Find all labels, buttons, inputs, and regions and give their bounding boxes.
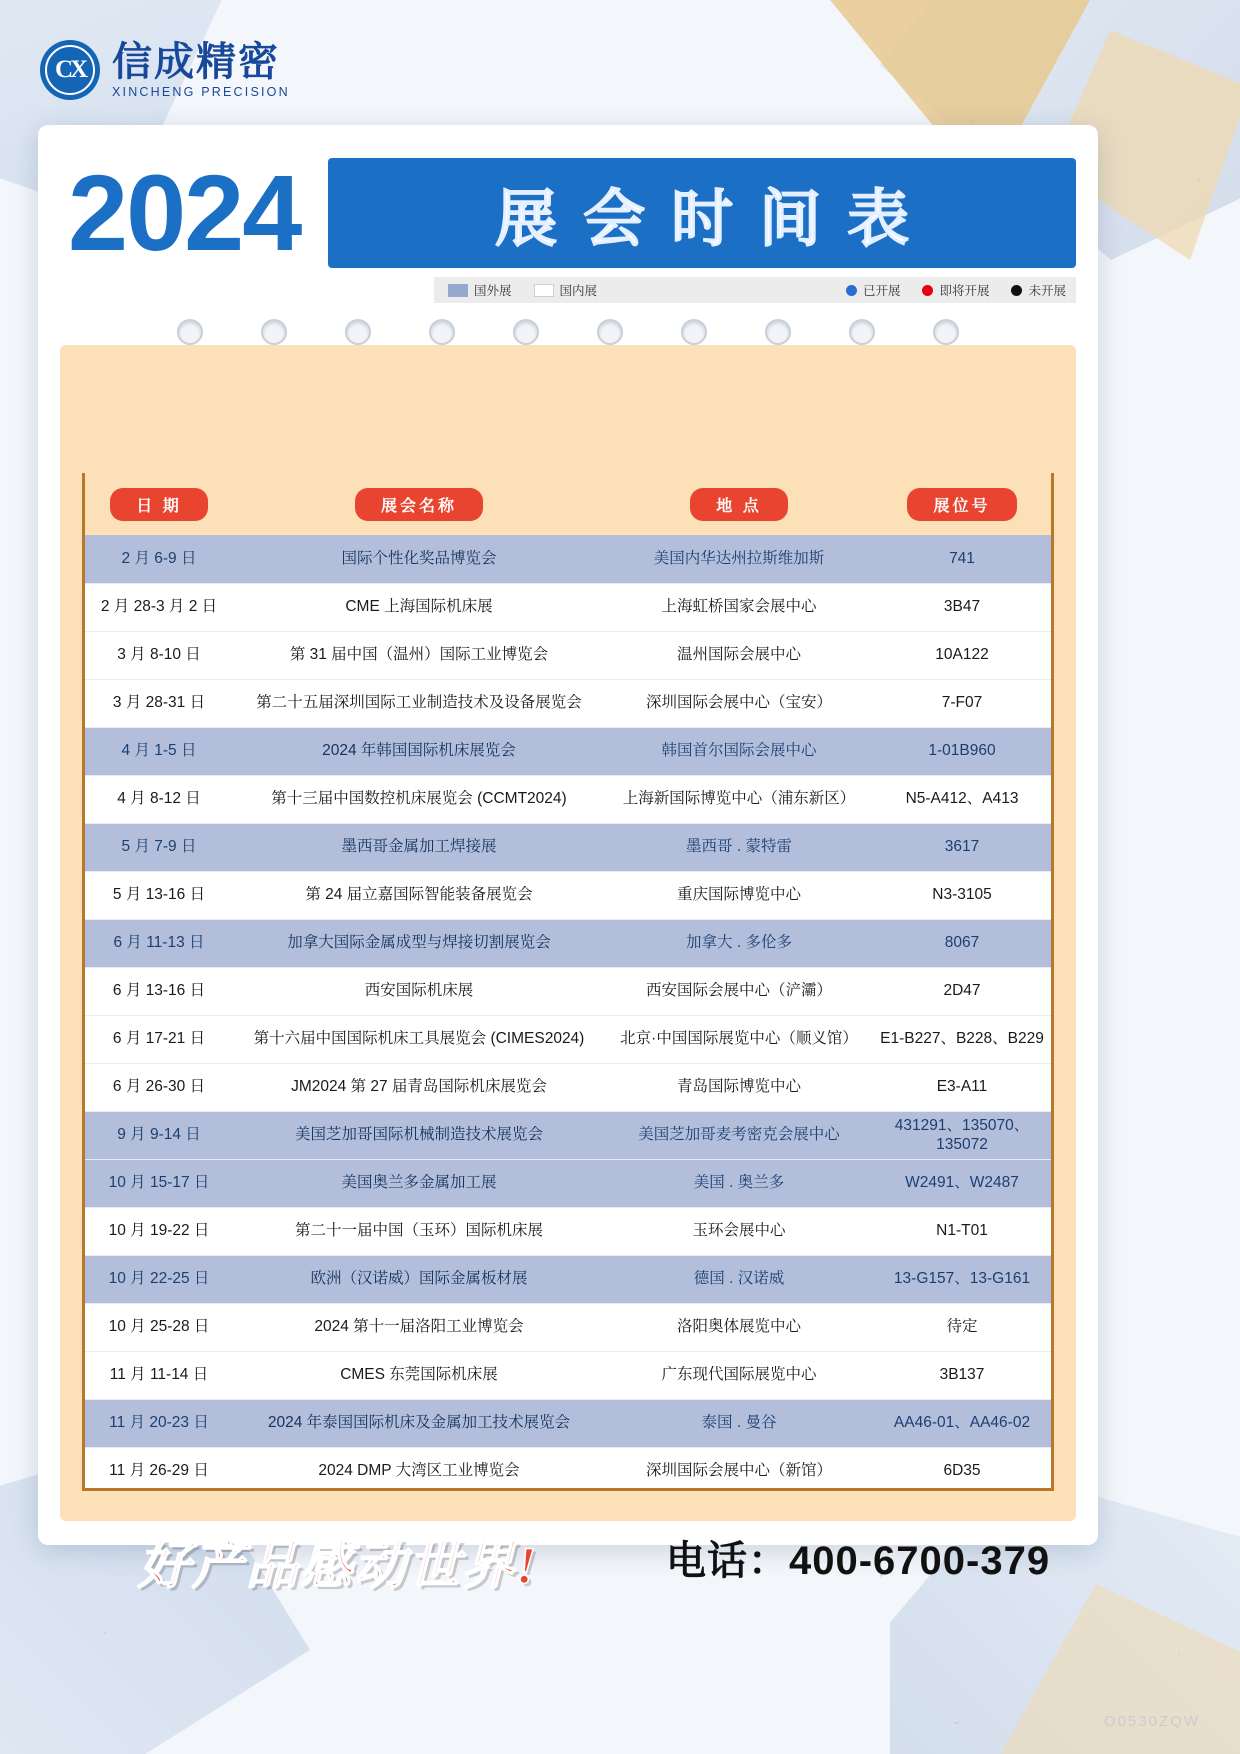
cell-place: 韩国首尔国际会展中心 xyxy=(605,727,873,775)
cell-date: 10 月 15-17 日 xyxy=(85,1159,233,1207)
binder-hole xyxy=(933,319,959,345)
cell-name: CMES 东莞国际机床展 xyxy=(233,1351,605,1399)
legend-bar xyxy=(434,277,1076,303)
table-row xyxy=(85,535,1051,583)
cell-date: 11 月 20-23 日 xyxy=(85,1399,233,1447)
cell-name: 第二十五届深圳国际工业制造技术及设备展览会 xyxy=(233,679,605,727)
binder-hole xyxy=(597,319,623,345)
column-header-name xyxy=(233,473,605,535)
table-row xyxy=(85,631,1051,679)
table-row xyxy=(85,1015,1051,1063)
contact-phone: 电话：400-6700-379 xyxy=(666,1539,1051,1583)
binder-hole xyxy=(765,319,791,345)
cell-date: 3 月 28-31 日 xyxy=(85,679,233,727)
cell-place: 北京·中国国际展览中心（顺义馆） xyxy=(605,1015,873,1063)
table-header-row xyxy=(85,473,1051,535)
cell-place: 深圳国际会展中心（新馆） xyxy=(605,1447,873,1491)
cell-booth: N3-3105 xyxy=(873,871,1051,919)
cell-place: 重庆国际博览中心 xyxy=(605,871,873,919)
binder-hole xyxy=(261,319,287,345)
cell-date: 4 月 8-12 日 xyxy=(85,775,233,823)
cell-booth: AA46-01、AA46-02 xyxy=(873,1399,1051,1447)
cell-booth: 3B47 xyxy=(873,583,1051,631)
cell-name: 墨西哥金属加工焊接展 xyxy=(233,823,605,871)
cell-booth: 3B137 xyxy=(873,1351,1051,1399)
cell-booth: 431291、135070、135072 xyxy=(873,1111,1051,1159)
title-banner xyxy=(328,158,1076,268)
table-row xyxy=(85,1351,1051,1399)
cell-name: 国际个性化奖品博览会 xyxy=(233,535,605,583)
column-header-booth-pill: 展位号 xyxy=(907,488,1016,521)
table-row xyxy=(85,1399,1051,1447)
column-header-place-pill: 地 点 xyxy=(690,488,787,521)
cell-name: 美国奥兰多金属加工展 xyxy=(233,1159,605,1207)
cell-place: 深圳国际会展中心（宝安） xyxy=(605,679,873,727)
table-row xyxy=(85,1207,1051,1255)
cell-booth: 7-F07 xyxy=(873,679,1051,727)
table-row xyxy=(85,823,1051,871)
cell-booth: N5-A412、A413 xyxy=(873,775,1051,823)
legend-item-upcoming xyxy=(922,281,989,299)
cell-date: 6 月 17-21 日 xyxy=(85,1015,233,1063)
table-row xyxy=(85,1447,1051,1491)
cell-place: 上海虹桥国家会展中心 xyxy=(605,583,873,631)
legend-swatch-abroad-icon xyxy=(448,284,468,297)
cell-name: 第 31 届中国（温州）国际工业博览会 xyxy=(233,631,605,679)
legend-dot-notopened-icon xyxy=(1011,285,1022,296)
cell-booth: N1-T01 xyxy=(873,1207,1051,1255)
table-header xyxy=(85,473,1051,535)
cell-name: 第 24 届立嘉国际智能装备展览会 xyxy=(233,871,605,919)
cell-name: CME 上海国际机床展 xyxy=(233,583,605,631)
cell-place: 玉环会展中心 xyxy=(605,1207,873,1255)
cell-name: 2024 年韩国国际机床展览会 xyxy=(233,727,605,775)
cell-place: 墨西哥 . 蒙特雷 xyxy=(605,823,873,871)
binder-hole xyxy=(849,319,875,345)
cell-name: 西安国际机床展 xyxy=(233,967,605,1015)
cell-date: 6 月 13-16 日 xyxy=(85,967,233,1015)
legend-item-opened xyxy=(846,281,901,299)
cell-date: 2 月 6-9 日 xyxy=(85,535,233,583)
cell-place: 加拿大 . 多伦多 xyxy=(605,919,873,967)
watermark-text: O0530ZQW xyxy=(1103,1713,1200,1730)
cell-name: 第十三届中国数控机床展览会 (CCMT2024) xyxy=(233,775,605,823)
legend-item-abroad xyxy=(448,281,512,299)
cell-place: 德国 . 汉诺威 xyxy=(605,1255,873,1303)
cell-place: 广东现代国际展览中心 xyxy=(605,1351,873,1399)
legend-dot-opened-icon xyxy=(846,285,857,296)
cell-place: 上海新国际博览中心（浦东新区） xyxy=(605,775,873,823)
table-row xyxy=(85,1303,1051,1351)
schedule-table-wrapper xyxy=(82,473,1054,1491)
binder-hole xyxy=(681,319,707,345)
logo-mark-text: CX xyxy=(54,56,86,83)
cell-name: 2024 DMP 大湾区工业博览会 xyxy=(233,1447,605,1491)
cell-name: 2024 年泰国国际机床及金属加工技术展览会 xyxy=(233,1399,605,1447)
cell-date: 4 月 1-5 日 xyxy=(85,727,233,775)
column-header-name-pill: 展会名称 xyxy=(355,488,483,521)
cell-date: 11 月 11-14 日 xyxy=(85,1351,233,1399)
cell-booth: 8067 xyxy=(873,919,1051,967)
cell-booth: 1-01B960 xyxy=(873,727,1051,775)
table-row xyxy=(85,727,1051,775)
poster-card xyxy=(38,125,1098,1595)
cell-booth: 3617 xyxy=(873,823,1051,871)
table-row xyxy=(85,1111,1051,1159)
column-header-place xyxy=(605,473,873,535)
cell-place: 西安国际会展中心（浐灞） xyxy=(605,967,873,1015)
cell-date: 5 月 13-16 日 xyxy=(85,871,233,919)
cell-booth: 待定 xyxy=(873,1303,1051,1351)
slogan-text: 好产品感动世界! xyxy=(138,1538,539,1595)
legend-item-domestic xyxy=(534,281,598,299)
brand-text-block xyxy=(112,41,290,99)
cell-place: 美国内华达州拉斯维加斯 xyxy=(605,535,873,583)
table-row xyxy=(85,1255,1051,1303)
cell-name: 第二十一届中国（玉环）国际机床展 xyxy=(233,1207,605,1255)
legend-status-group xyxy=(846,281,1076,299)
cell-name: 美国芝加哥国际机械制造技术展览会 xyxy=(233,1111,605,1159)
column-header-date-pill: 日 期 xyxy=(110,488,207,521)
cell-date: 6 月 26-30 日 xyxy=(85,1063,233,1111)
cell-date: 5 月 7-9 日 xyxy=(85,823,233,871)
cell-booth: E1-B227、B228、B229 xyxy=(873,1015,1051,1063)
table-row xyxy=(85,775,1051,823)
table-row xyxy=(85,967,1051,1015)
cell-name: 2024 第十一届洛阳工业博览会 xyxy=(233,1303,605,1351)
cell-date: 3 月 8-10 日 xyxy=(85,631,233,679)
legend-label-abroad: 国外展 xyxy=(474,284,512,298)
cell-name: 欧洲（汉诺威）国际金属板材展 xyxy=(233,1255,605,1303)
table-row xyxy=(85,919,1051,967)
legend-label-domestic: 国内展 xyxy=(559,284,598,298)
logo-mark-icon xyxy=(40,40,100,100)
cell-booth: 741 xyxy=(873,535,1051,583)
brand-logo xyxy=(40,40,290,100)
cell-date: 11 月 26-29 日 xyxy=(85,1447,233,1491)
legend-label-opened: 已开展 xyxy=(862,284,901,298)
table-body xyxy=(85,535,1051,1491)
cell-date: 10 月 25-28 日 xyxy=(85,1303,233,1351)
cell-place: 美国 . 奥兰多 xyxy=(605,1159,873,1207)
legend-item-notopened xyxy=(1011,281,1066,299)
cell-booth: 10A122 xyxy=(873,631,1051,679)
table-row xyxy=(85,679,1051,727)
cell-date: 6 月 11-13 日 xyxy=(85,919,233,967)
column-header-booth xyxy=(873,473,1051,535)
cell-place: 洛阳奥体展览中心 xyxy=(605,1303,873,1351)
cell-booth: 6D35 xyxy=(873,1447,1051,1491)
legend-dot-upcoming-icon xyxy=(922,285,933,296)
brand-name-cn: 信成精密 xyxy=(112,40,280,84)
cell-date: 2 月 28-3 月 2 日 xyxy=(85,583,233,631)
cell-booth: 2D47 xyxy=(873,967,1051,1015)
year-title: 2024 xyxy=(68,152,301,273)
cell-booth: W2491、W2487 xyxy=(873,1159,1051,1207)
cell-date: 9 月 9-14 日 xyxy=(85,1111,233,1159)
page-title: 展会时间表 xyxy=(495,184,936,254)
column-header-date xyxy=(85,473,233,535)
cell-booth: 13-G157、13-G161 xyxy=(873,1255,1051,1303)
schedule-panel xyxy=(60,345,1076,1521)
cell-place: 温州国际会展中心 xyxy=(605,631,873,679)
binder-hole xyxy=(429,319,455,345)
table-row xyxy=(85,583,1051,631)
table-row xyxy=(85,871,1051,919)
cell-place: 青岛国际博览中心 xyxy=(605,1063,873,1111)
cell-booth: E3-A11 xyxy=(873,1063,1051,1111)
cell-date: 10 月 19-22 日 xyxy=(85,1207,233,1255)
title-row xyxy=(60,149,1076,277)
binder-hole xyxy=(345,319,371,345)
cell-name: 加拿大国际金属成型与焊接切割展览会 xyxy=(233,919,605,967)
cell-place: 泰国 . 曼谷 xyxy=(605,1399,873,1447)
brand-name-en: XINCHENG PRECISION xyxy=(112,85,290,99)
cell-name: JM2024 第 27 届青岛国际机床展览会 xyxy=(233,1063,605,1111)
table-row xyxy=(85,1159,1051,1207)
legend-swatch-domestic-icon xyxy=(534,284,554,297)
legend-label-upcoming: 即将开展 xyxy=(939,284,990,298)
cell-date: 10 月 22-25 日 xyxy=(85,1255,233,1303)
cell-name: 第十六届中国国际机床工具展览会 (CIMES2024) xyxy=(233,1015,605,1063)
binder-hole xyxy=(513,319,539,345)
table-row xyxy=(85,1063,1051,1111)
cell-place: 美国芝加哥麦考密克会展中心 xyxy=(605,1111,873,1159)
schedule-table xyxy=(85,473,1051,1491)
binder-hole xyxy=(177,319,203,345)
legend-label-notopened: 未开展 xyxy=(1028,284,1066,298)
